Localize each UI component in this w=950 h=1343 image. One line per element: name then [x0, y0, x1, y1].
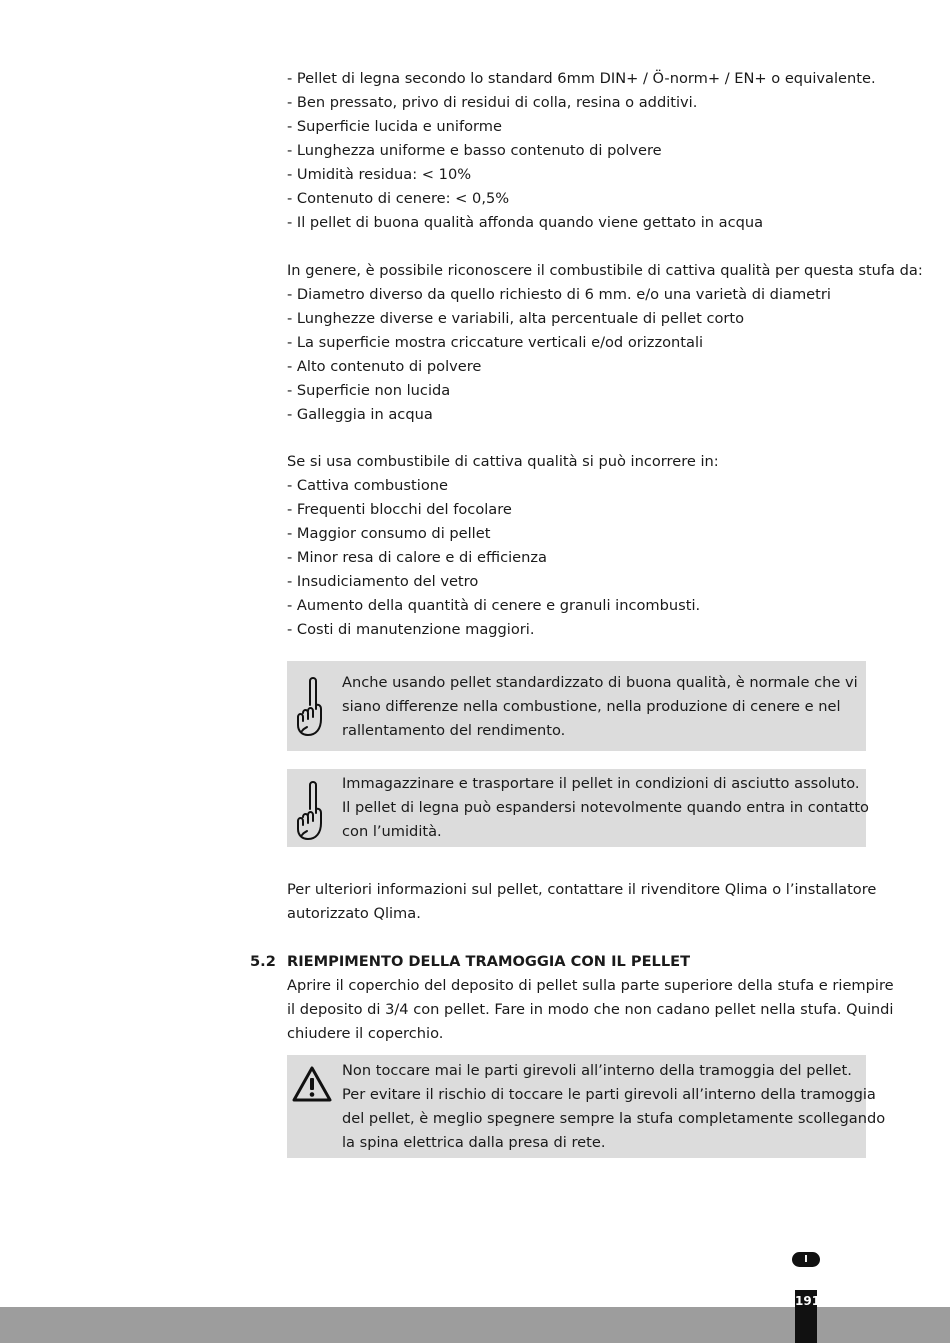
list-item: - Cattiva combustione [287, 477, 448, 494]
list-item: - Ben pressato, privo di residui di colla, resina o additivi. [287, 94, 698, 111]
note-text-line: Immagazzinare e trasportare il pellet in condizioni di asciutto assoluto. [342, 775, 860, 792]
warning-text-line: la spina elettrica dalla presa di rete. [342, 1134, 606, 1151]
list-item: - Maggior consumo di pellet [287, 525, 491, 542]
more-info-paragraph [287, 878, 877, 926]
list-item: - La superficie mostra criccature verticali e/od orizzontali [287, 334, 704, 351]
note-text-line: rallentamento del rendimento. [342, 722, 566, 739]
paragraph-intro: Se si usa combustibile di cattiva qualità si può incorrere in: [287, 453, 719, 470]
pellet-quality-list [287, 67, 876, 235]
warning-text-line: del pellet, è meglio spegnere sempre la stufa completamente scollegando [342, 1110, 886, 1127]
list-item: - Costi di manutenzione maggiori. [287, 621, 535, 638]
list-item: - Galleggia in acqua [287, 406, 433, 423]
list-item: - Superficie lucida e uniforme [287, 118, 502, 135]
section-number: 5.2 [250, 953, 276, 970]
list-item: - Superficie non lucida [287, 382, 451, 399]
paragraph-line: autorizzato Qlima. [287, 905, 421, 922]
note-box [287, 769, 869, 847]
paragraph-line: Per ulteriori informazioni sul pellet, contattare il rivenditore Qlima o l’installatore [287, 881, 877, 898]
list-item: - Aumento della quantità di cenere e granuli incombusti. [287, 597, 701, 614]
language-badge: I [792, 1252, 820, 1267]
note-text-line: siano differenze nella combustione, nella produzione di cenere e nel [342, 698, 841, 715]
note-text-line: Il pellet di legna può espandersi notevolmente quando entra in contatto [342, 799, 869, 816]
paragraph-intro: In genere, è possibile riconoscere il combustibile di cattiva qualità per questa stufa da: [287, 262, 923, 279]
list-item: - Alto contenuto di polvere [287, 358, 482, 375]
list-item: - Lunghezze diverse e variabili, alta percentuale di pellet corto [287, 310, 745, 327]
list-item: - Il pellet di buona qualità affonda quando viene gettato in acqua [287, 214, 764, 231]
note-text-line: con l’umidità. [342, 823, 442, 840]
note-box [287, 661, 866, 751]
paragraph-line: chiudere il coperchio. [287, 1025, 444, 1042]
warning-triangle-icon [291, 1065, 333, 1109]
page-number: 191 [795, 1294, 821, 1308]
warning-box [287, 1055, 886, 1158]
list-item: - Insudiciamento del vetro [287, 573, 479, 590]
pointing-hand-icon [294, 675, 326, 743]
section-title: RIEMPIMENTO DELLA TRAMOGGIA CON IL PELLET [287, 953, 691, 970]
bad-fuel-list [287, 259, 923, 427]
paragraph-line: il deposito di 3/4 con pellet. Fare in modo che non cadano pellet nella stufa. Quindi [287, 1001, 894, 1018]
list-item: - Contenuto di cenere: < 0,5% [287, 190, 510, 207]
consequences-list [287, 450, 869, 642]
list-item: - Diametro diverso da quello richiesto di 6 mm. e/o una varietà di diametri [287, 286, 831, 303]
warning-text-line: Per evitare il rischio di toccare le parti girevoli all’interno della tramoggia [342, 1086, 876, 1103]
warning-text-line: Non toccare mai le parti girevoli all’interno della tramoggia del pellet. [342, 1062, 852, 1079]
list-item: - Minor resa di calore e di efficienza [287, 549, 547, 566]
paragraph-line: Aprire il coperchio del deposito di pellet sulla parte superiore della stufa e riempire [287, 977, 894, 994]
note-text-line: Anche usando pellet standardizzato di buona qualità, è normale che vi [342, 674, 858, 691]
pointing-hand-icon [294, 779, 326, 847]
list-item: - Pellet di legna secondo lo standard 6mm DIN+ / Ö-norm+ / EN+ o equivalente. [287, 70, 876, 87]
list-item: - Umidità residua: < 10% [287, 166, 472, 183]
section-5-2 [287, 950, 894, 1046]
list-item: - Frequenti blocchi del focolare [287, 501, 512, 518]
list-item: - Lunghezza uniforme e basso contenuto di polvere [287, 142, 662, 159]
